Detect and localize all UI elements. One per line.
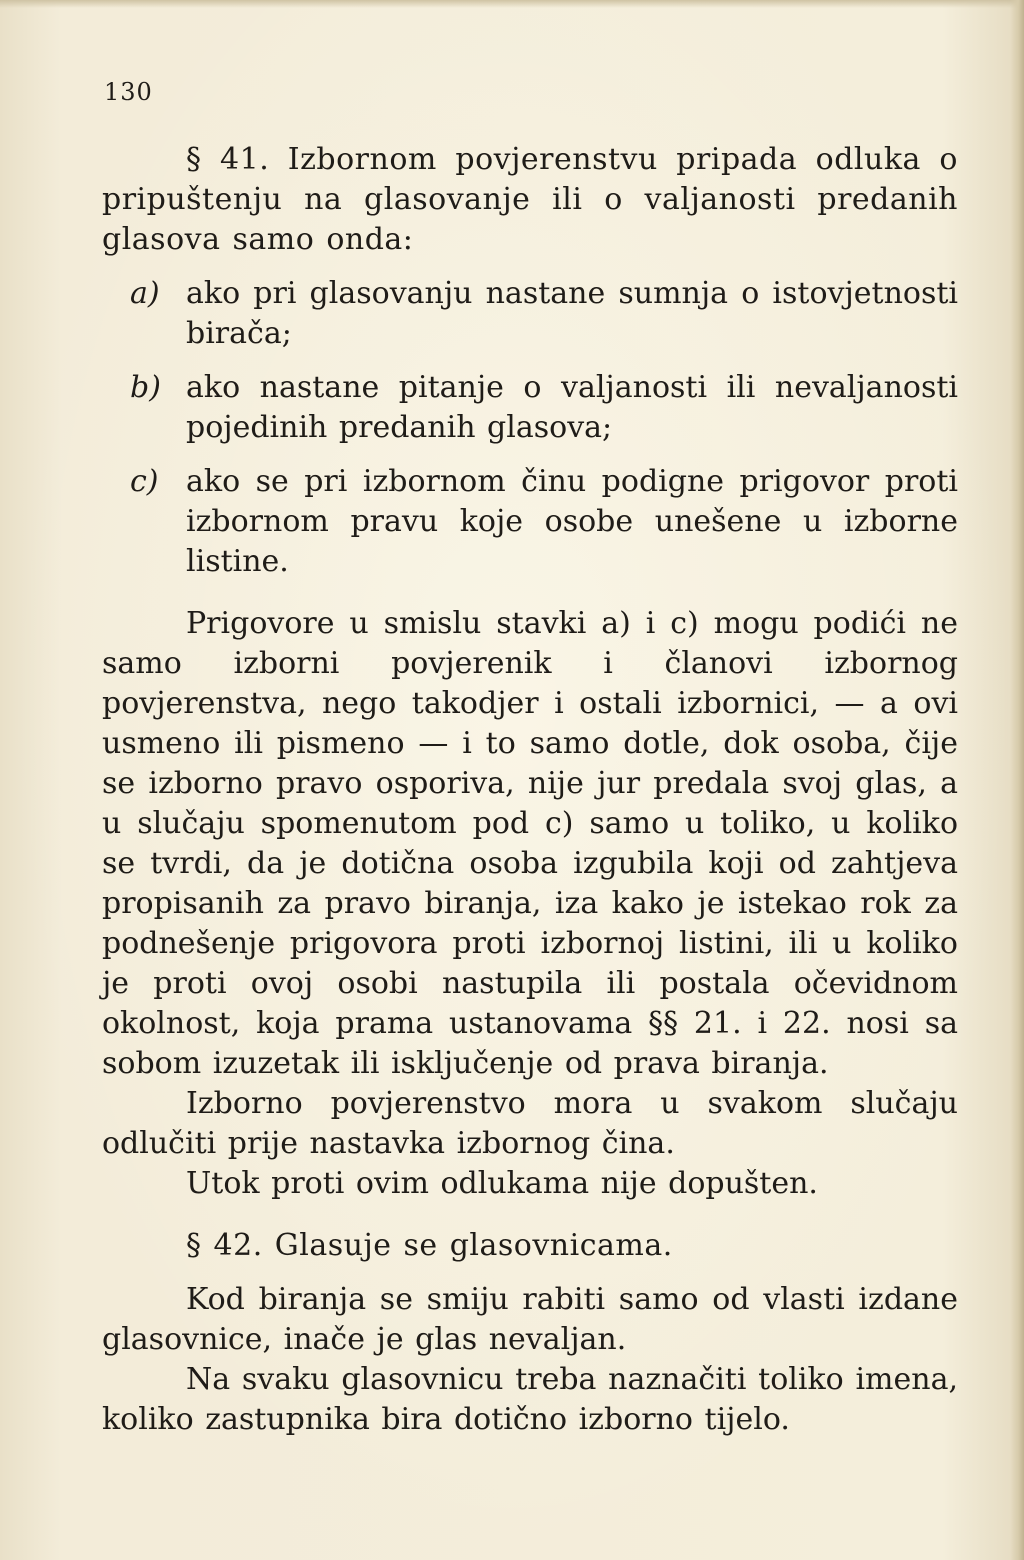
appeal-paragraph: Utok proti ovim odlukama nije dopušten.	[186, 1166, 818, 1201]
list-item-text: ako pri glasovanju nastane sumnja o istovjetnosti birača;	[186, 276, 958, 351]
objections-paragraph: Prigovore u smislu stavki a) i c) mogu podići ne samo izborni povjerenik i članovi izbornog povjerenstva, nego takodjer i ostali izbornici, — a ovi usmeno ili pismeno — i to samo dotle, dok osoba, čije se izborno pravo osporiva, nije jur predala svoj glas, a u slučaju spomenutom pod c) samo u toliko, u koliko se tvrdi, da je dotična osoba izgubila koji od zahtjeva propisanih za pravo biranja, iza kako je istekao rok za podnešenje prigovora proti izbornoj listini, ili u koliko je proti ovoj osobi nastupila ili postala očevidnom okolnost, koja prama ustanovama §§ 21. i 22. nosi sa sobom izuzetak ili isključenje od prava biranja.	[102, 606, 958, 1081]
decision-paragraph: Izborno povjerenstvo mora u svakom slučaju odlučiti prije nastavka izbornog čina.	[102, 1086, 958, 1161]
list-item-text: ako nastane pitanje o valjanosti ili nevaljanosti pojedinih predanih glasova;	[186, 370, 958, 445]
page-top-shadow	[0, 0, 1024, 8]
list-item-letter: a)	[130, 276, 160, 311]
section-41-intro: § 41. Izbornom povjerenstvu pripada odluka o pripuštenju na glasovanje ili o valjanosti predanih glasova samo onda:	[102, 142, 958, 257]
ballot-paragraph: Kod biranja se smiju rabiti samo od vlasti izdane glasovnice, inače je glas nevaljan.	[102, 1282, 958, 1357]
list-item-a	[130, 274, 958, 354]
list-item-b	[130, 368, 958, 448]
page-body	[102, 140, 958, 1440]
page-binding-shadow	[1010, 0, 1024, 1560]
list-item-letter: c)	[130, 464, 159, 499]
list-item-letter: b)	[130, 370, 161, 405]
list-item-text: ako se pri izbornom činu podigne prigovor proti izbornom pravu koje osobe unešene u izborne listine.	[186, 464, 958, 579]
names-paragraph: Na svaku glasovnicu treba naznačiti toliko imena, koliko zastupnika bira dotično izborno tijelo.	[102, 1362, 958, 1437]
page-number: 130	[104, 78, 153, 106]
section-42-heading: § 42. Glasuje se glasovnicama.	[186, 1228, 673, 1263]
list-item-c	[130, 462, 958, 582]
